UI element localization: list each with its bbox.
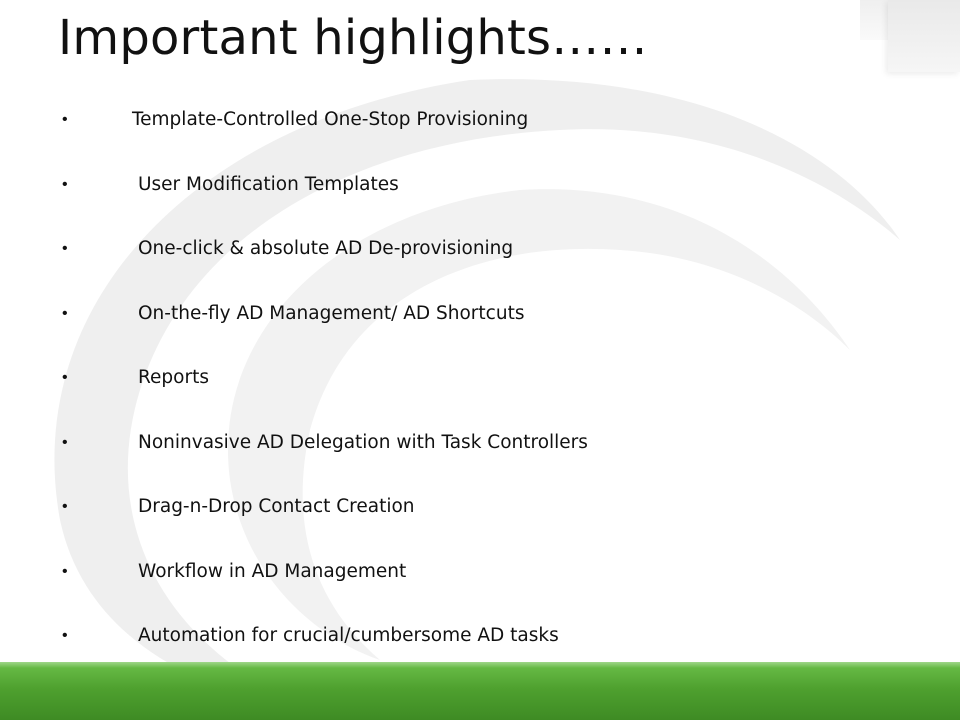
bullet-dot-icon: • [62,562,68,580]
bullet-text: Drag-n-Drop Contact Creation [138,496,415,517]
bullet-item [62,104,588,169]
slide-title: Important highlights…… [58,10,648,66]
bullet-dot-icon: • [62,304,68,322]
bullet-item [62,233,588,298]
bullet-item [62,169,588,234]
bottom-green-band [0,662,960,720]
bullet-text: Reports [138,367,209,388]
bullet-list [62,104,588,685]
bullet-text: Workflow in AD Management [138,560,407,582]
bullet-dot-icon: • [62,627,68,644]
bottom-band-highlight [0,662,960,668]
bullet-item [62,491,588,556]
bullet-text: On-the-fly AD Management/ AD Shortcuts [138,302,525,324]
bullet-dot-icon: • [62,240,68,257]
bullet-text: Template-Controlled One-Stop Provisioning [132,109,529,130]
bullet-dot-icon: • [62,433,68,451]
bullet-item [62,556,588,621]
bullet-dot-icon: • [62,111,68,128]
bullet-item [62,298,588,363]
bullet-dot-icon: • [62,369,68,386]
bullet-text: Noninvasive AD Delegation with Task Controllers [138,431,588,453]
bullet-text: User Modification Templates [138,173,399,195]
bullet-text: Automation for crucial/cumbersome AD tasks [138,625,559,646]
bullet-text: One-click & absolute AD De-provisioning [138,238,514,259]
bullet-dot-icon: • [62,175,68,193]
bullet-item [62,362,588,427]
bullet-item [62,427,588,492]
corner-decoration-small [860,0,890,40]
corner-decoration [888,0,960,72]
bullet-dot-icon: • [62,498,68,515]
